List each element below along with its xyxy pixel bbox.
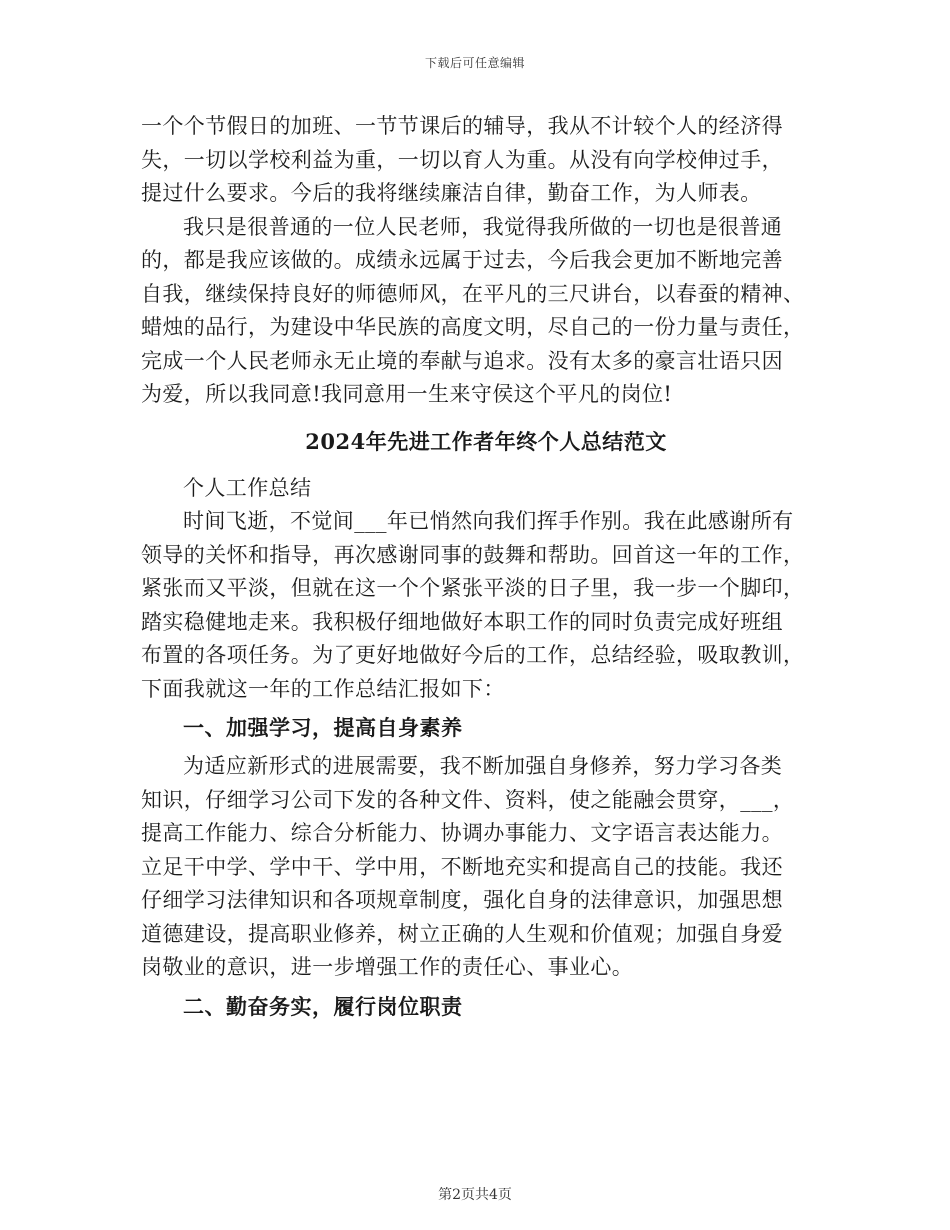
paragraph-line: 为适应新形式的进展需要，我不断加强自身修养，努力学习各类: [183, 754, 783, 778]
paragraph-line: 为爱，所以我同意!我同意用一生来守侯这个平凡的岗位!: [141, 382, 673, 406]
paragraph-line: 自我，继续保持良好的师德师风，在平凡的三尺讲台，以春蚕的精神、: [141, 281, 805, 306]
paragraph-line: 一个个节假日的加班、一节节课后的辅导，我从不计较个人的经济得: [141, 114, 783, 138]
paragraph-line: 踏实稳健地走来。我积极仔细地做好本职工作的同时负责完成好班组: [141, 609, 783, 634]
page-number: 第2页共4页: [438, 1187, 512, 1203]
paragraph-2: [141, 211, 831, 412]
paragraph-line: 布置的各项任务。为了更好地做好今后的工作，总结经验，吸取教训，: [141, 643, 805, 667]
paragraph-line: 完成一个人民老师永无止境的奉献与追求。没有太多的豪言壮语只因: [141, 348, 783, 373]
paragraph-line: 提过什么要求。今后的我将继续廉洁自律，勤奋工作，为人师表。: [141, 181, 762, 205]
page-header-note: 下载后可任意编辑: [424, 56, 525, 70]
paragraph-line: 仔细学习法律知识和各项规章制度，强化自身的法律意识，加强思想: [141, 888, 783, 912]
document-subtitle: 个人工作总结: [183, 475, 312, 500]
paragraph-line: 提高工作能力、综合分析能力、协调办事能力、文字语言表达能力。: [141, 821, 783, 845]
document-title: 2024年先进工作者年终个人总结范文: [305, 428, 667, 454]
section-heading-1: 一、加强学习，提高自身素养: [183, 715, 463, 740]
paragraph-3: [141, 505, 831, 706]
paragraph-1: [141, 110, 831, 211]
paragraph-line: 我只是很普通的一位人民老师，我觉得我所做的一切也是很普通: [183, 214, 783, 239]
paragraph-line: 知识，仔细学习公司下发的各种文件、资料，使之能融会贯穿，___，: [141, 787, 795, 812]
paragraph-4: [141, 750, 831, 985]
paragraph-line: 领导的关怀和指导，再次感谢同事的鼓舞和帮助。回首这一年的工作，: [141, 542, 805, 567]
section-heading-2: 二、勤奋务实，履行岗位职责: [183, 993, 463, 1019]
paragraph-line: 失，一切以学校利益为重，一切以育人为重。从没有向学校伸过手，: [141, 147, 783, 172]
paragraph-line: 紧张而又平淡，但就在这一个个紧张平淡的日子里，我一步一个脚印，: [141, 576, 805, 600]
paragraph-line: 蜡烛的品行，为建设中华民族的高度文明，尽自己的一份力量与责任，: [141, 315, 805, 339]
paragraph-line: 立足干中学、学中干、学中用，不断地充实和提高自己的技能。我还: [141, 854, 783, 879]
paragraph-line: 道德建设，提高职业修养，树立正确的人生观和价值观；加强自身爱: [141, 921, 783, 946]
paragraph-line: 岗敬业的意识，进一步增强工作的责任心、事业心。: [141, 955, 634, 979]
paragraph-line: 的，都是我应该做的。成绩永远属于过去，今后我会更加不断地完善: [141, 248, 783, 272]
paragraph-line: 时间飞逝，不觉间___年已悄然向我们挥手作别。我在此感谢所有: [183, 509, 794, 533]
document-body: [141, 110, 831, 1029]
paragraph-line: 下面我就这一年的工作总结汇报如下：: [141, 676, 505, 701]
